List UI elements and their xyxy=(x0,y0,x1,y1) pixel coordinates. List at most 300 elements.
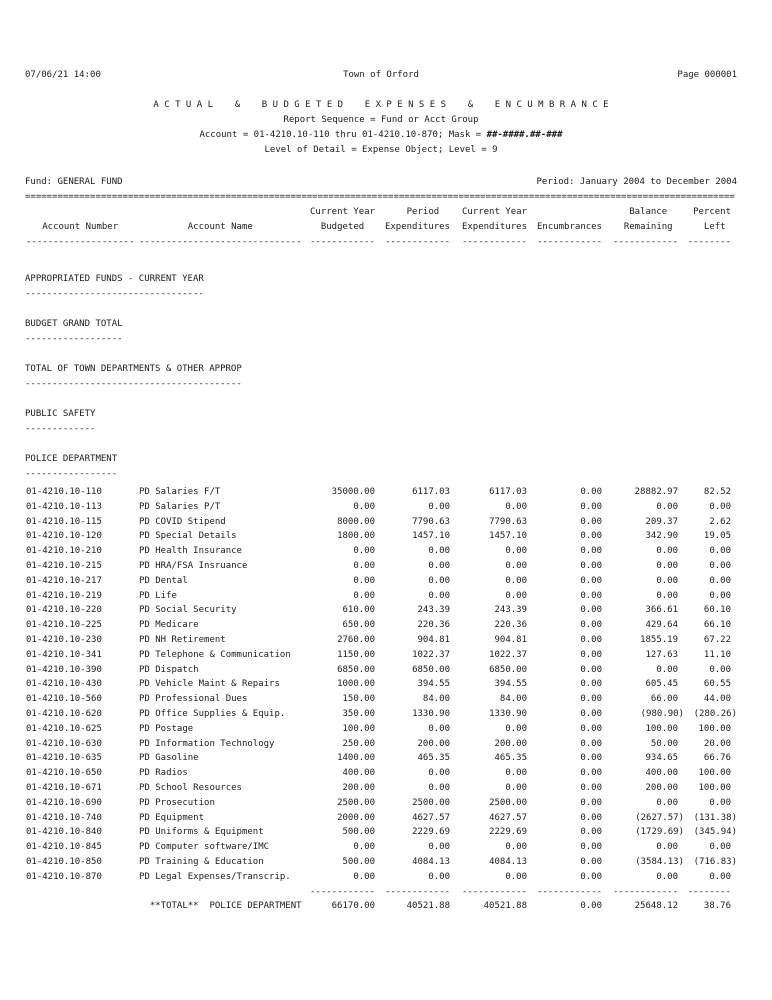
account-number: 01-4210.10-430 xyxy=(26,679,102,690)
balance-remaining: 366.61 xyxy=(645,605,678,616)
account-name: PD Equipment xyxy=(139,812,205,823)
current-year-expenditures: 2229.69 xyxy=(489,827,527,838)
account-name: PD Training & Education xyxy=(139,856,264,867)
account-name: PD Vehicle Maint & Repairs xyxy=(139,679,280,690)
underline-account-name: ------------------------------ xyxy=(139,237,302,247)
total-row xyxy=(25,899,737,914)
period-expenditures: 0.00 xyxy=(428,546,450,557)
percent-left: 11.10 xyxy=(703,649,731,660)
balance-remaining: 0.00 xyxy=(656,797,678,808)
current-year-expenditures: 220.36 xyxy=(494,620,527,631)
underline-current-year-expenditures: ------------ xyxy=(461,237,527,247)
account-name: PD NH Retirement xyxy=(139,634,226,645)
percent-left: 82.52 xyxy=(703,487,731,497)
underline-account-number: -------------------- xyxy=(26,237,135,247)
balance-remaining: 100.00 xyxy=(645,723,678,734)
current-year-budgeted: 2760.00 xyxy=(337,634,375,645)
account-row xyxy=(25,633,737,648)
account-row xyxy=(25,648,737,663)
balance-remaining: 1855.19 xyxy=(640,634,678,645)
header-percent-left: Percent xyxy=(693,207,731,217)
account-row xyxy=(25,840,737,855)
account-number: 01-4210.10-110 xyxy=(26,487,102,497)
period-expenditures: 0.00 xyxy=(428,590,450,601)
account-row xyxy=(25,796,737,811)
percent-left: 19.05 xyxy=(703,531,731,542)
account-row xyxy=(25,515,737,530)
percent-left: 66.76 xyxy=(703,753,731,764)
account-number: 01-4210.10-217 xyxy=(26,575,102,586)
period-expenditures: 1330.90 xyxy=(412,708,450,719)
header-account-name: Account Name xyxy=(139,222,253,232)
account-number: 01-4210.10-740 xyxy=(26,812,102,823)
account-row xyxy=(25,559,737,574)
encumbrances: 0.00 xyxy=(580,590,602,601)
current-year-budgeted: 2000.00 xyxy=(337,812,375,823)
account-name: PD Salaries F/T xyxy=(139,487,221,497)
section-underline: --------------------------------- xyxy=(25,289,204,299)
current-year-expenditures: 0.00 xyxy=(505,546,527,557)
account-row xyxy=(25,870,737,885)
balance-remaining: 0.00 xyxy=(656,560,678,571)
balance-remaining: 934.65 xyxy=(645,753,678,764)
period-expenditures: 200.00 xyxy=(417,738,450,749)
section-heading: APPROPRIATED FUNDS - CURRENT YEAR xyxy=(25,274,204,284)
account-name: PD Legal Expenses/Transcrip. xyxy=(139,871,291,882)
encumbrances: 0.00 xyxy=(580,575,602,586)
total-current-year-expenditures: 40521.88 xyxy=(483,901,527,912)
encumbrances: 0.00 xyxy=(580,516,602,527)
balance-remaining: (1729.69) xyxy=(635,827,684,838)
percent-left: 2.62 xyxy=(709,516,731,527)
current-year-budgeted: 1000.00 xyxy=(337,679,375,690)
encumbrances: 0.00 xyxy=(580,546,602,557)
total-current-year-budgeted: 66170.00 xyxy=(331,901,375,912)
section-heading: TOTAL OF TOWN DEPARTMENTS & OTHER APPROP xyxy=(25,364,242,374)
encumbrances: 0.00 xyxy=(580,679,602,690)
account-number: 01-4210.10-113 xyxy=(26,501,102,512)
section-3 xyxy=(25,362,737,392)
separator-line: =================================================================================================================================== xyxy=(25,192,735,202)
balance-remaining: 400.00 xyxy=(645,768,678,779)
fund-period-row xyxy=(25,175,737,190)
account-name: PD COVID Stipend xyxy=(139,516,226,527)
account-number: 01-4210.10-625 xyxy=(26,723,102,734)
current-year-expenditures: 0.00 xyxy=(505,871,527,882)
total-underline-period-expenditures: ------------ xyxy=(384,886,450,897)
account-row xyxy=(25,529,737,544)
percent-left: 0.00 xyxy=(709,871,731,882)
current-year-expenditures: 465.35 xyxy=(494,753,527,764)
period-expenditures: 6850.00 xyxy=(412,664,450,675)
period-expenditures: 0.00 xyxy=(428,575,450,586)
percent-left: 100.00 xyxy=(698,768,731,779)
account-range-line xyxy=(25,128,737,143)
current-year-expenditures: 1457.10 xyxy=(489,531,527,542)
total-underline-encumbrances: ------------ xyxy=(536,886,602,897)
account-number: 01-4210.10-850 xyxy=(26,856,102,867)
percent-left: 0.00 xyxy=(709,797,731,808)
report-sequence-line: Report Sequence = Fund or Acct Group xyxy=(283,115,479,125)
encumbrances: 0.00 xyxy=(580,531,602,542)
total-encumbrances: 0.00 xyxy=(580,901,602,912)
current-year-budgeted: 500.00 xyxy=(342,856,375,867)
current-year-budgeted: 500.00 xyxy=(342,827,375,838)
account-row xyxy=(25,544,737,559)
account-number: 01-4210.10-620 xyxy=(26,708,102,719)
account-number: 01-4210.10-341 xyxy=(26,649,102,660)
account-row xyxy=(25,603,737,618)
current-year-expenditures: 0.00 xyxy=(505,723,527,734)
current-year-expenditures: 0.00 xyxy=(505,842,527,853)
account-row xyxy=(25,751,737,766)
account-number: 01-4210.10-220 xyxy=(26,605,102,616)
current-year-budgeted: 1800.00 xyxy=(337,531,375,542)
account-name: PD Telephone & Communication xyxy=(139,649,291,660)
current-year-budgeted: 1150.00 xyxy=(337,649,375,660)
account-number: 01-4210.10-635 xyxy=(26,753,102,764)
current-year-expenditures: 4084.13 xyxy=(489,856,527,867)
account-name: PD Social Security xyxy=(139,605,237,616)
current-year-expenditures: 394.55 xyxy=(494,679,527,690)
period-expenditures: 0.00 xyxy=(428,768,450,779)
total-underline-current-year-budgeted: ------------ xyxy=(310,886,376,897)
report-table xyxy=(25,205,737,914)
period-expenditures: 2500.00 xyxy=(412,797,450,808)
balance-remaining: 342.90 xyxy=(645,531,678,542)
percent-left: 44.00 xyxy=(703,694,731,705)
encumbrances: 0.00 xyxy=(580,782,602,793)
current-year-expenditures: 904.81 xyxy=(494,634,527,645)
current-year-expenditures: 2500.00 xyxy=(489,797,527,808)
percent-left: (131.38) xyxy=(693,812,737,823)
account-number: 01-4210.10-219 xyxy=(26,590,102,601)
percent-left: (716.83) xyxy=(693,856,737,867)
balance-remaining: 127.63 xyxy=(645,649,678,660)
section-1 xyxy=(25,272,737,302)
account-number: 01-4210.10-690 xyxy=(26,797,102,808)
percent-left: 66.10 xyxy=(703,620,731,631)
period-expenditures: 0.00 xyxy=(428,871,450,882)
period-expenditures: 4627.57 xyxy=(412,812,450,823)
account-number: 01-4210.10-870 xyxy=(26,871,102,882)
balance-remaining: (2627.57) xyxy=(635,812,684,823)
account-rows xyxy=(25,485,737,885)
encumbrances: 0.00 xyxy=(580,827,602,838)
account-name: PD Office Supplies & Equip. xyxy=(139,708,286,719)
current-year-budgeted: 200.00 xyxy=(342,782,375,793)
period-expenditures: 4084.13 xyxy=(412,856,450,867)
org-name: Town of Orford xyxy=(343,70,419,80)
percent-left: 0.00 xyxy=(709,501,731,512)
encumbrances: 0.00 xyxy=(580,649,602,660)
account-number: 01-4210.10-560 xyxy=(26,694,102,705)
account-row xyxy=(25,692,737,707)
period-expenditures: 0.00 xyxy=(428,842,450,853)
current-year-budgeted: 250.00 xyxy=(342,738,375,749)
account-number: 01-4210.10-115 xyxy=(26,516,102,527)
period-expenditures: 1022.37 xyxy=(412,649,450,660)
percent-left: 60.55 xyxy=(703,679,731,690)
total-percent-left: 38.76 xyxy=(703,901,731,912)
balance-remaining: 50.00 xyxy=(650,738,678,749)
account-row xyxy=(25,722,737,737)
current-year-expenditures: 243.39 xyxy=(494,605,527,616)
encumbrances: 0.00 xyxy=(580,738,602,749)
encumbrances: 0.00 xyxy=(580,812,602,823)
account-number: 01-4210.10-390 xyxy=(26,664,102,675)
period-expenditures: 0.00 xyxy=(428,782,450,793)
period-expenditures: 0.00 xyxy=(428,723,450,734)
section-2 xyxy=(25,317,737,347)
encumbrances: 0.00 xyxy=(580,487,602,497)
header-current-year-budgeted: Budgeted xyxy=(320,222,375,232)
percent-left: 0.00 xyxy=(709,590,731,601)
account-number: 01-4210.10-840 xyxy=(26,827,102,838)
encumbrances: 0.00 xyxy=(580,708,602,719)
header-current-year-budgeted: Current Year xyxy=(310,207,376,217)
current-year-budgeted: 400.00 xyxy=(342,768,375,779)
section-underline: ------------------ xyxy=(25,334,123,344)
total-underline-row xyxy=(25,885,737,900)
current-year-expenditures: 1330.90 xyxy=(489,708,527,719)
current-year-budgeted: 6850.00 xyxy=(337,664,375,675)
encumbrances: 0.00 xyxy=(580,753,602,764)
account-row xyxy=(25,707,737,722)
current-year-expenditures: 200.00 xyxy=(494,738,527,749)
underline-period-expenditures: ------------ xyxy=(384,237,450,247)
percent-left: 0.00 xyxy=(709,664,731,675)
total-underline-balance-remaining: ------------ xyxy=(612,886,678,897)
account-number: 01-4210.10-630 xyxy=(26,738,102,749)
underline-encumbrances: ------------ xyxy=(536,237,602,247)
balance-remaining: 0.00 xyxy=(656,842,678,853)
section-heading: PUBLIC SAFETY xyxy=(25,409,96,419)
period-expenditures: 465.35 xyxy=(417,753,450,764)
column-header-row-2 xyxy=(25,220,737,235)
account-number: 01-4210.10-845 xyxy=(26,842,102,853)
header-period-expenditures: Period xyxy=(406,207,450,217)
header-percent-left: Left xyxy=(703,222,731,232)
period-expenditures: 243.39 xyxy=(417,605,450,616)
encumbrances: 0.00 xyxy=(580,842,602,853)
level-of-detail-line: Level of Detail = Expense Object; Level = 9 xyxy=(264,145,498,155)
total-period-expenditures: 40521.88 xyxy=(406,901,450,912)
period-expenditures: 0.00 xyxy=(428,560,450,571)
current-year-budgeted: 1400.00 xyxy=(337,753,375,764)
header-balance-remaining: Balance xyxy=(629,207,678,217)
encumbrances: 0.00 xyxy=(580,856,602,867)
header-period-expenditures: Expenditures xyxy=(384,222,450,232)
current-year-budgeted: 610.00 xyxy=(342,605,375,616)
account-number: 01-4210.10-225 xyxy=(26,620,102,631)
encumbrances: 0.00 xyxy=(580,605,602,616)
account-mask: ##-####.##-### xyxy=(486,130,563,140)
account-row xyxy=(25,677,737,692)
section-underline: ----------------- xyxy=(25,469,118,479)
balance-remaining: (3584.13) xyxy=(635,856,684,867)
account-row xyxy=(25,781,737,796)
balance-remaining: 28882.97 xyxy=(634,487,678,497)
account-number: 01-4210.10-230 xyxy=(26,634,102,645)
current-year-budgeted: 0.00 xyxy=(353,842,375,853)
page-header-row xyxy=(25,68,737,83)
current-year-budgeted: 0.00 xyxy=(353,871,375,882)
current-year-budgeted: 0.00 xyxy=(353,575,375,586)
current-year-budgeted: 650.00 xyxy=(342,620,375,631)
period-expenditures: 7790.63 xyxy=(412,516,450,527)
account-name: PD Dental xyxy=(139,575,188,586)
section-heading: BUDGET GRAND TOTAL xyxy=(25,319,123,329)
current-year-expenditures: 1022.37 xyxy=(489,649,527,660)
section-heading: POLICE DEPARTMENT xyxy=(25,454,118,464)
account-name: PD Health Insurance xyxy=(139,546,242,557)
account-name: PD Salaries P/T xyxy=(139,501,221,512)
account-name: PD Information Technology xyxy=(139,738,275,749)
account-row xyxy=(25,737,737,752)
current-year-budgeted: 0.00 xyxy=(353,501,375,512)
percent-left: 0.00 xyxy=(709,842,731,853)
balance-remaining: 0.00 xyxy=(656,546,678,557)
account-number: 01-4210.10-120 xyxy=(26,531,102,542)
encumbrances: 0.00 xyxy=(580,723,602,734)
current-year-expenditures: 0.00 xyxy=(505,501,527,512)
current-year-budgeted: 150.00 xyxy=(342,694,375,705)
account-row xyxy=(25,574,737,589)
current-year-expenditures: 4627.57 xyxy=(489,812,527,823)
header-current-year-expenditures: Current Year xyxy=(461,207,527,217)
account-row xyxy=(25,485,737,500)
encumbrances: 0.00 xyxy=(580,768,602,779)
account-row xyxy=(25,811,737,826)
account-name: PD Postage xyxy=(139,723,194,734)
balance-remaining: 0.00 xyxy=(656,664,678,675)
header-account-number: Account Number xyxy=(26,222,119,232)
account-row xyxy=(25,855,737,870)
current-year-expenditures: 0.00 xyxy=(505,768,527,779)
balance-remaining: 429.64 xyxy=(645,620,678,631)
balance-remaining: (980.90) xyxy=(640,708,684,719)
encumbrances: 0.00 xyxy=(580,501,602,512)
encumbrances: 0.00 xyxy=(580,694,602,705)
account-row xyxy=(25,663,737,678)
account-name: PD School Resources xyxy=(139,782,242,793)
percent-left: 67.22 xyxy=(703,634,731,645)
print-datetime: 07/06/21 14:00 xyxy=(25,70,101,80)
percent-left: 100.00 xyxy=(698,723,731,734)
current-year-budgeted: 2500.00 xyxy=(337,797,375,808)
percent-left: 60.10 xyxy=(703,605,731,616)
current-year-budgeted: 0.00 xyxy=(353,560,375,571)
current-year-expenditures: 7790.63 xyxy=(489,516,527,527)
encumbrances: 0.00 xyxy=(580,634,602,645)
account-name: PD Dispatch xyxy=(139,664,199,675)
account-number: 01-4210.10-215 xyxy=(26,560,102,571)
current-year-expenditures: 0.00 xyxy=(505,590,527,601)
account-number: 01-4210.10-650 xyxy=(26,768,102,779)
percent-left: 0.00 xyxy=(709,560,731,571)
header-current-year-expenditures: Expenditures xyxy=(461,222,527,232)
section-4 xyxy=(25,407,737,437)
encumbrances: 0.00 xyxy=(580,871,602,882)
account-row xyxy=(25,825,737,840)
account-name: PD Uniforms & Equipment xyxy=(139,827,264,838)
percent-left: 100.00 xyxy=(698,782,731,793)
current-year-expenditures: 84.00 xyxy=(499,694,527,705)
percent-left: (280.26) xyxy=(693,708,737,719)
percent-left: 20.00 xyxy=(703,738,731,749)
total-underline-current-year-expenditures: ------------ xyxy=(461,886,527,897)
period-expenditures: 6117.03 xyxy=(412,487,450,497)
account-number: 01-4210.10-671 xyxy=(26,782,102,793)
current-year-expenditures: 0.00 xyxy=(505,575,527,586)
report-title: A C T U A L & B U D G E T E D E X P E N S E S & E N C U M B R A N C E xyxy=(153,100,609,110)
encumbrances: 0.00 xyxy=(580,620,602,631)
total-balance-remaining: 25648.12 xyxy=(634,901,678,912)
current-year-expenditures: 6850.00 xyxy=(489,664,527,675)
section-underline: ------------- xyxy=(25,424,96,434)
current-year-budgeted: 100.00 xyxy=(342,723,375,734)
current-year-budgeted: 350.00 xyxy=(342,708,375,719)
account-name: PD Prosecution xyxy=(139,797,215,808)
balance-remaining: 209.37 xyxy=(645,516,678,527)
underline-balance-remaining: ------------ xyxy=(612,237,678,247)
account-name: PD Medicare xyxy=(139,620,199,631)
account-row xyxy=(25,766,737,781)
current-year-expenditures: 6117.03 xyxy=(489,487,527,497)
balance-remaining: 0.00 xyxy=(656,871,678,882)
period-expenditures: 1457.10 xyxy=(412,531,450,542)
account-row xyxy=(25,618,737,633)
current-year-expenditures: 0.00 xyxy=(505,560,527,571)
period-expenditures: 84.00 xyxy=(422,694,450,705)
encumbrances: 0.00 xyxy=(580,797,602,808)
current-year-budgeted: 35000.00 xyxy=(331,487,375,497)
account-name: PD Life xyxy=(139,590,177,601)
period-expenditures: 2229.69 xyxy=(412,827,450,838)
balance-remaining: 0.00 xyxy=(656,501,678,512)
period-label: Period: January 2004 to December 2004 xyxy=(536,177,737,187)
account-number: 01-4210.10-210 xyxy=(26,546,102,557)
balance-remaining: 200.00 xyxy=(645,782,678,793)
fund-label: Fund: GENERAL FUND xyxy=(25,177,123,187)
period-expenditures: 394.55 xyxy=(417,679,450,690)
encumbrances: 0.00 xyxy=(580,664,602,675)
underline-percent-left: -------- xyxy=(687,237,731,247)
account-name: PD HRA/FSA Insruance xyxy=(139,560,248,571)
underline-current-year-budgeted: ------------ xyxy=(310,237,376,247)
page-number: Page 000001 xyxy=(677,70,738,80)
period-expenditures: 220.36 xyxy=(417,620,450,631)
period-expenditures: 904.81 xyxy=(417,634,450,645)
account-name: PD Professional Dues xyxy=(139,694,248,705)
current-year-budgeted: 0.00 xyxy=(353,546,375,557)
percent-left: 0.00 xyxy=(709,575,731,586)
section-5 xyxy=(25,452,737,482)
account-name: PD Computer software/IMC xyxy=(139,842,270,853)
current-year-budgeted: 0.00 xyxy=(353,590,375,601)
account-row xyxy=(25,589,737,604)
account-row xyxy=(25,500,737,515)
balance-remaining: 0.00 xyxy=(656,575,678,586)
account-name: PD Special Details xyxy=(139,531,237,542)
current-year-budgeted: 8000.00 xyxy=(337,516,375,527)
account-name: PD Radios xyxy=(139,768,188,779)
percent-left: 0.00 xyxy=(709,546,731,557)
current-year-expenditures: 0.00 xyxy=(505,782,527,793)
balance-remaining: 0.00 xyxy=(656,590,678,601)
total-account-name: **TOTAL** POLICE DEPARTMENT xyxy=(139,901,302,912)
